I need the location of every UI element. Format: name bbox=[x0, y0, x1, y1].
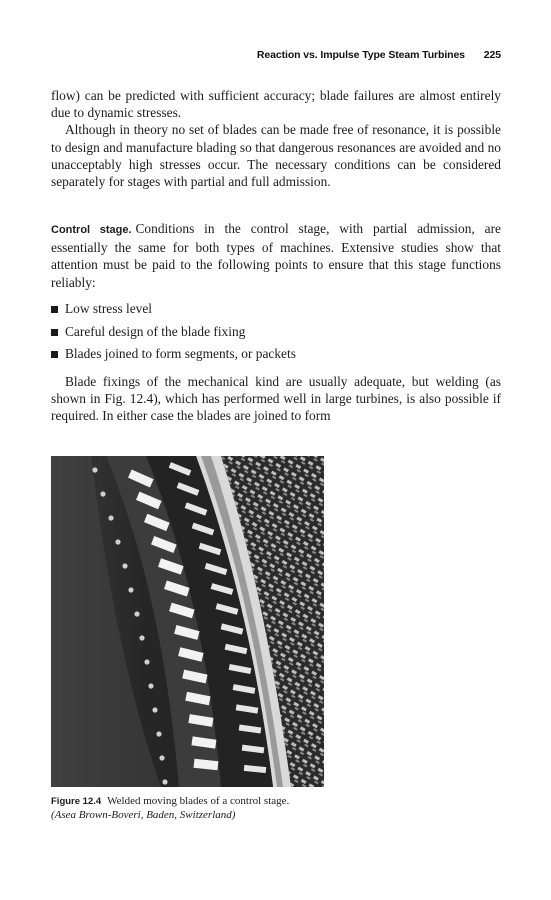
turbine-blades-illustration bbox=[51, 456, 324, 787]
bullet-item bbox=[51, 343, 501, 366]
bullet-text: Blades joined to form segments, or packets bbox=[65, 346, 296, 361]
running-title: Reaction vs. Impulse Type Steam Turbines bbox=[256, 49, 465, 61]
running-head bbox=[51, 49, 501, 61]
paragraph-blade-fixings: Blade fixings of the mechanical kind are usually adequate, but welding (as shown in Fig. 12.4), which has performed well in large turbines, is also possible if required. In either case the blades are joined to form bbox=[51, 374, 501, 424]
bullet-list bbox=[51, 298, 501, 366]
blade-fixings-block bbox=[51, 373, 501, 425]
figure-caption bbox=[51, 795, 381, 822]
bullet-square-icon bbox=[51, 329, 58, 336]
paragraph-continued: flow) can be predicted with sufficient accuracy; blade failures are almost entirely due to dynamic stresses. bbox=[51, 88, 501, 121]
section-runin-heading: Control stage. bbox=[51, 224, 132, 236]
paragraph-control-stage bbox=[51, 220, 501, 291]
bullet-item bbox=[51, 298, 501, 321]
figure-label: Figure 12.4 bbox=[51, 796, 102, 807]
bullet-square-icon bbox=[51, 306, 58, 313]
figure-caption-text: Welded moving blades of a control stage. bbox=[107, 795, 290, 807]
figure-photo-welded-blades bbox=[51, 456, 324, 787]
paragraph-resonance: Although in theory no set of blades can be made free of resonance, it is possible to design and manufacture blading so that dangerous resonances are avoided and no unacceptably high stresses occur. The necessary conditions can be considered separately for stages with partial and full admission. bbox=[51, 122, 501, 190]
intro-text-block bbox=[51, 87, 501, 190]
bullet-text: Careful design of the blade fixing bbox=[65, 323, 246, 339]
figure-credit: (Asea Brown-Boveri, Baden, Switzerland) bbox=[51, 808, 236, 821]
bullet-square-icon bbox=[51, 351, 58, 358]
control-stage-block bbox=[51, 220, 501, 291]
bullet-item bbox=[51, 321, 501, 344]
paragraph-control-stage-body: Conditions in the control stage, with partial admission, are essentially the same for both types of machines. Extensive studies show that attention must be paid to the following points to ensure that this stage functions reliably: bbox=[51, 221, 501, 290]
page-number: 225 bbox=[483, 49, 501, 61]
bullet-text: Low stress level bbox=[65, 301, 153, 316]
